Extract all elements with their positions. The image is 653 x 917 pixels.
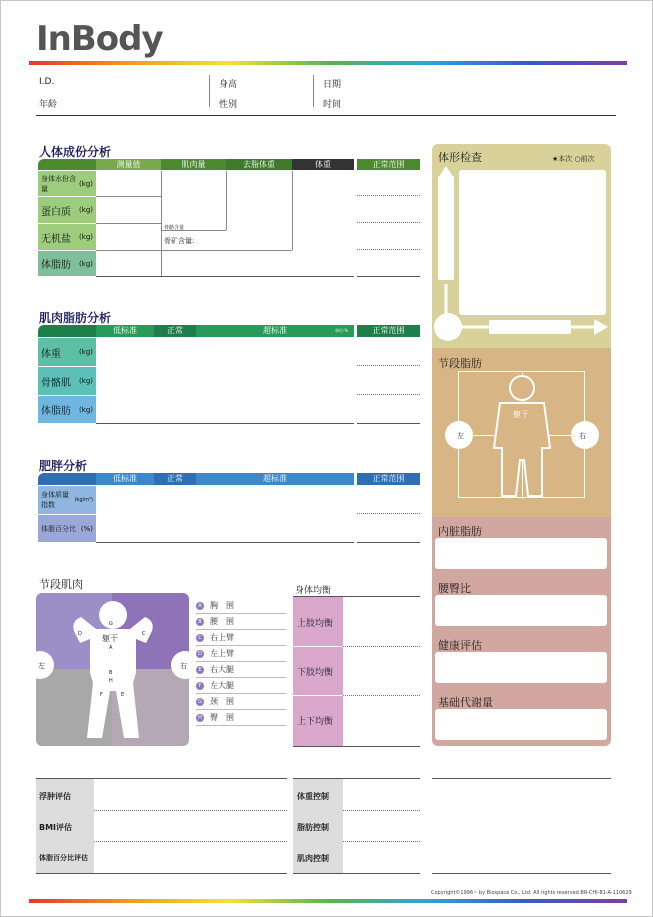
range-line (357, 542, 420, 543)
visceral-fat-title: 内脏脂肪 (438, 525, 482, 538)
list-item: C 右上臂 (196, 630, 286, 646)
range-line (357, 423, 420, 424)
trunk-label: 躯干 (513, 410, 529, 419)
row-bmi: 身体质量指数 (kg/m²) (38, 486, 96, 514)
row-body-fat-percent: 体脂百分比 (%) (38, 515, 96, 542)
row-minerals: 无机盐 (kg) (38, 224, 96, 250)
col-measured: 测量值 (96, 159, 161, 170)
bmr-title: 基础代谢量 (438, 696, 493, 709)
list-item: D 左上臂 (196, 646, 286, 662)
row-skeletal-muscle: 骨骼肌 (kg) (38, 367, 96, 395)
age-label: 年龄 (39, 100, 58, 110)
col-high: 超标准 (196, 473, 354, 485)
range-dotline (357, 195, 420, 196)
bottom-rainbow-bar (29, 899, 627, 903)
upper-balance-label: 上肢均衡 (297, 619, 334, 629)
waist-hip-box (435, 595, 607, 626)
waist-hip-title: 腰臀比 (438, 582, 471, 595)
col-low: 低标准 (96, 473, 154, 485)
height-label: 身高 (219, 80, 238, 90)
grid-dotline (94, 841, 287, 842)
segmental-muscle-title: 节段肌肉 (39, 578, 83, 591)
list-item: E 右大腿 (196, 662, 286, 678)
grid-line (36, 873, 287, 874)
weight-control-label: 体重控制 (297, 792, 329, 801)
row-body-fat: 体脂肪 (kg) (38, 396, 96, 423)
header-underline (36, 115, 616, 116)
grid-dotline (343, 646, 420, 647)
range-line (357, 276, 420, 277)
id-label: I.D. (39, 77, 55, 87)
col-normal-range: 正常范围 (357, 473, 420, 485)
date-label: 日期 (323, 80, 342, 90)
col-high: 超标准 (196, 325, 354, 337)
circumference-list (196, 598, 286, 726)
segmental-muscle-figure: 左 右 躯干 G D C A B H F E (36, 593, 189, 746)
range-dotline (357, 365, 420, 366)
grid-line (96, 423, 354, 424)
row-protein: 蛋白质 (kg) (38, 197, 96, 223)
range-dotline (357, 222, 420, 223)
list-item: A 胸 围 (196, 598, 286, 614)
muscle-fat-title: 肌肉脂肪分析 (39, 311, 112, 325)
grid-line (293, 873, 420, 874)
header-divider (209, 75, 210, 107)
grid-line (432, 873, 611, 874)
shape-check-legend: ★本次 ○前次 (552, 155, 595, 163)
col-normal: 正常 (154, 473, 196, 485)
right-label: 右 (579, 432, 586, 440)
muscle-fat-header-corner (38, 325, 96, 337)
col-normal: 正常 (154, 325, 196, 337)
grid-line (161, 171, 162, 276)
right-label: 右 (180, 662, 187, 670)
left-label: 左 (457, 432, 464, 440)
list-item: F 左大腿 (196, 678, 286, 694)
lower-balance-label: 下肢均衡 (297, 668, 334, 678)
grid-dotline (343, 695, 420, 696)
header-divider (313, 75, 314, 107)
inbody-logo: InBody (36, 19, 163, 59)
obesity-title: 肥胖分析 (39, 459, 88, 473)
row-body-fat: 体脂肪 (kg) (38, 251, 96, 276)
bmi-eval-label: BMI评估 (39, 823, 73, 832)
health-title: 健康评估 (438, 639, 482, 652)
muscle-body-icon (36, 593, 189, 746)
grid-line (96, 196, 161, 197)
list-item: B 腰 围 (196, 614, 286, 630)
grid-line (292, 171, 293, 250)
obesity-header-corner (38, 473, 96, 485)
grid-line (96, 223, 161, 224)
muscle-control-label: 肌肉控制 (297, 854, 329, 863)
visceral-fat-box (435, 538, 607, 569)
copyright: Copyright©1996~ by Biospace Co., Ltd. All rights reserved.BR-CHI-81-A-110629 (431, 890, 632, 896)
col-low: 低标准 (96, 325, 154, 337)
col-normal-range: 正常范围 (357, 325, 420, 337)
grid-dotline (343, 810, 420, 811)
grid-line (96, 542, 354, 543)
col-normal-range: 正常范围 (357, 159, 420, 170)
health-box (435, 652, 607, 683)
top-rainbow-bar (29, 61, 627, 65)
upper-lower-balance-label: 上下均衡 (297, 717, 334, 727)
fat-control-label: 脂肪控制 (297, 823, 329, 832)
body-comp-title: 人体成份分析 (39, 145, 112, 159)
row-weight: 体重 (kg) (38, 338, 96, 366)
grid-line (96, 250, 292, 251)
time-label: 时间 (323, 100, 342, 110)
gender-label: 性别 (219, 100, 238, 110)
grid-dotline (94, 810, 287, 811)
edema-label: 浮肿评估 (39, 792, 71, 801)
trunk-label: 躯干 (102, 634, 118, 643)
grid-dotline (343, 841, 420, 842)
col-muscle: 肌肉量 (161, 159, 226, 170)
row-body-water: 身体水份含量 (kg) (38, 171, 96, 196)
bone-minerals-label: 骨矿含量: (164, 237, 195, 245)
grid-line (226, 171, 227, 230)
bone-content-label: 骨骼含量 (164, 225, 185, 231)
shape-check-title: 体形检查 (438, 151, 482, 164)
range-dotline (357, 394, 420, 395)
segment-fat-title: 节段脂肪 (438, 357, 482, 370)
grid-line (432, 778, 611, 779)
bmr-box (435, 709, 607, 740)
list-item: H 臀 围 (196, 710, 286, 726)
range-dotline (357, 249, 420, 250)
col-fat-free: 去脂体重 (226, 159, 292, 170)
axis-arrows-icon (432, 144, 611, 348)
col-weight: 体重 (292, 159, 354, 170)
grid-line (293, 746, 420, 747)
list-item: G 颈 围 (196, 694, 286, 710)
body-comp-header-corner (38, 159, 96, 170)
balance-title: 身体均衡 (295, 586, 332, 596)
grid-line (96, 276, 354, 277)
fat-percent-eval-label: 体脂百分比评估 (39, 854, 88, 862)
unit-note: 单位:% (335, 328, 349, 333)
left-label: 左 (38, 662, 45, 670)
range-dotline (357, 513, 420, 514)
